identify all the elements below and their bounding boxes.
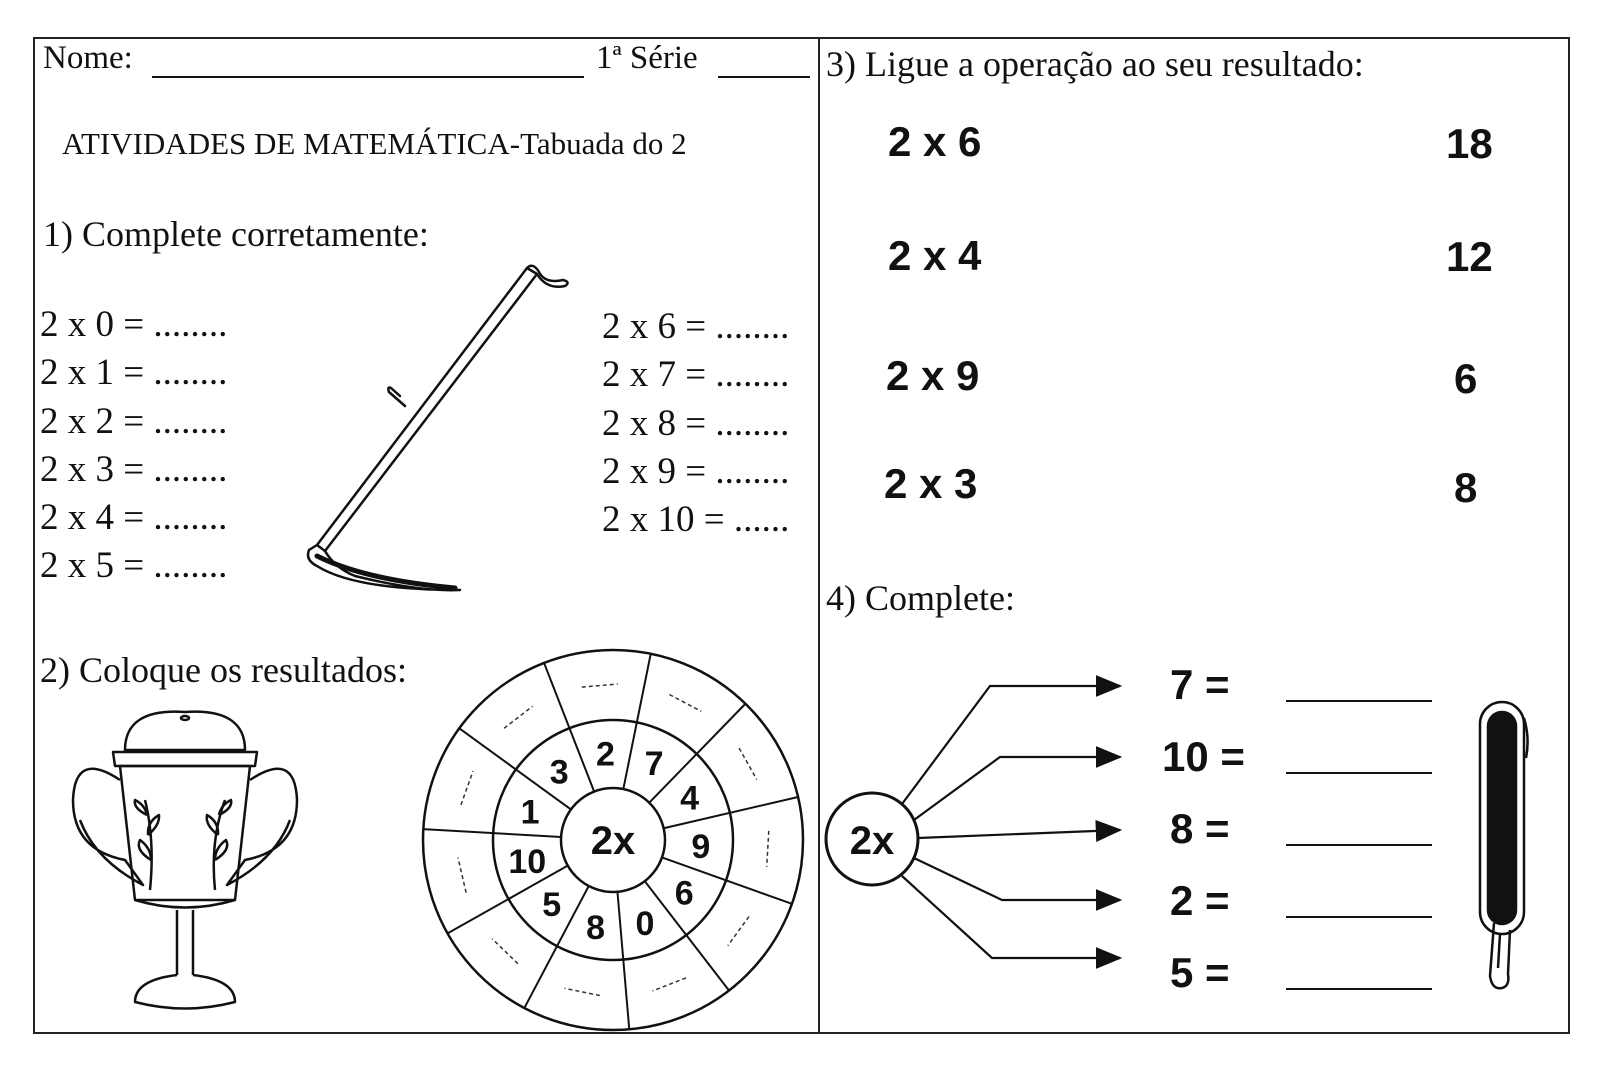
q4-arrow xyxy=(914,757,1120,820)
name-field-line[interactable] xyxy=(152,76,584,78)
q3-result[interactable]: 6 xyxy=(1454,355,1478,402)
wheel-number: 10 xyxy=(508,842,547,881)
q1-item: 2 x 10 = ...... xyxy=(602,499,790,540)
q4-answer-line[interactable] xyxy=(1286,916,1432,918)
wheel-answer-blank[interactable] xyxy=(669,695,701,712)
q4-arrow xyxy=(918,830,1120,838)
q3-operation[interactable]: 2 x 9 xyxy=(886,352,980,399)
q4-item-label: 5 = xyxy=(1170,949,1230,996)
wheel-answer-blank[interactable] xyxy=(504,706,533,728)
wheel-number: 0 xyxy=(635,905,655,944)
scythe-icon xyxy=(295,260,585,610)
q2-heading: 2) Coloque os resultados: xyxy=(40,650,407,690)
wheel-number: 1 xyxy=(520,793,540,832)
q1-item: 2 x 6 = ........ xyxy=(602,306,790,347)
wheel-center-label: 2x xyxy=(590,819,636,863)
q3-operation[interactable]: 2 x 6 xyxy=(888,118,982,165)
wheel-number: 8 xyxy=(586,909,605,948)
paper-clip-icon xyxy=(1472,698,1542,998)
wheel-answer-blank[interactable] xyxy=(582,684,618,687)
wheel-number: 6 xyxy=(674,874,694,913)
wheel-answer-blank[interactable] xyxy=(492,939,518,964)
q1-item: 2 x 1 = ........ xyxy=(40,352,228,393)
q1-item: 2 x 4 = ........ xyxy=(40,497,228,538)
wheel-number: 9 xyxy=(691,828,711,867)
wheel-answer-blank[interactable] xyxy=(458,858,466,893)
q4-center-label: 2x xyxy=(849,819,895,863)
q4-item-label: 8 = xyxy=(1170,805,1230,852)
q1-item: 2 x 7 = ........ xyxy=(602,354,790,395)
q4-item-label: 10 = xyxy=(1162,733,1245,780)
q4-diagram xyxy=(822,660,1172,1000)
wheel-number: 4 xyxy=(680,779,700,818)
q3-operation[interactable]: 2 x 3 xyxy=(884,460,978,507)
wheel-number: 7 xyxy=(644,745,664,784)
q4-answer-line[interactable] xyxy=(1286,844,1432,846)
q1-item: 2 x 5 = ........ xyxy=(40,545,228,586)
q1-heading: 1) Complete corretamente: xyxy=(43,214,429,254)
q3-result[interactable]: 8 xyxy=(1454,464,1478,511)
q3-result[interactable]: 18 xyxy=(1446,120,1493,167)
serie-field-line[interactable] xyxy=(718,76,810,78)
q1-item: 2 x 2 = ........ xyxy=(40,401,228,442)
serie-label: 1ª Série xyxy=(596,40,698,76)
q4-item-label: 7 = xyxy=(1170,661,1230,708)
q1-item: 2 x 8 = ........ xyxy=(602,403,790,444)
q4-answer-line[interactable] xyxy=(1286,700,1432,702)
q4-heading: 4) Complete: xyxy=(826,578,1015,618)
wheel-number: 5 xyxy=(542,886,562,925)
trophy-icon xyxy=(65,710,310,1030)
column-divider xyxy=(818,37,820,1034)
q4-arrow xyxy=(902,686,1120,804)
q3-heading: 3) Ligue a operação ao seu resultado: xyxy=(826,44,1364,84)
q3-operation[interactable]: 2 x 4 xyxy=(888,232,982,279)
q4-item-label: 2 = xyxy=(1170,877,1230,924)
multiplication-wheel xyxy=(418,645,808,1035)
wheel-answer-blank[interactable] xyxy=(767,831,769,867)
wheel-number: 2 xyxy=(596,735,615,774)
q1-item: 2 x 9 = ........ xyxy=(602,451,790,492)
wheel-answer-blank[interactable] xyxy=(652,978,686,991)
wheel-answer-blank[interactable] xyxy=(728,917,749,946)
wheel-answer-blank[interactable] xyxy=(461,771,473,805)
wheel-answer-blank[interactable] xyxy=(565,988,600,995)
q1-item: 2 x 0 = ........ xyxy=(40,304,228,345)
q3-result[interactable]: 12 xyxy=(1446,233,1493,280)
q4-arrow xyxy=(914,858,1120,900)
name-label: Nome: xyxy=(43,40,133,76)
q1-item: 2 x 3 = ........ xyxy=(40,449,228,490)
q4-answer-line[interactable] xyxy=(1286,988,1432,990)
wheel-number: 3 xyxy=(549,753,569,792)
q4-answer-line[interactable] xyxy=(1286,772,1432,774)
q4-arrow xyxy=(902,876,1120,958)
wheel-answer-blank[interactable] xyxy=(739,748,757,779)
worksheet-title: ATIVIDADES DE MATEMÁTICA-Tabuada do 2 xyxy=(62,126,687,161)
